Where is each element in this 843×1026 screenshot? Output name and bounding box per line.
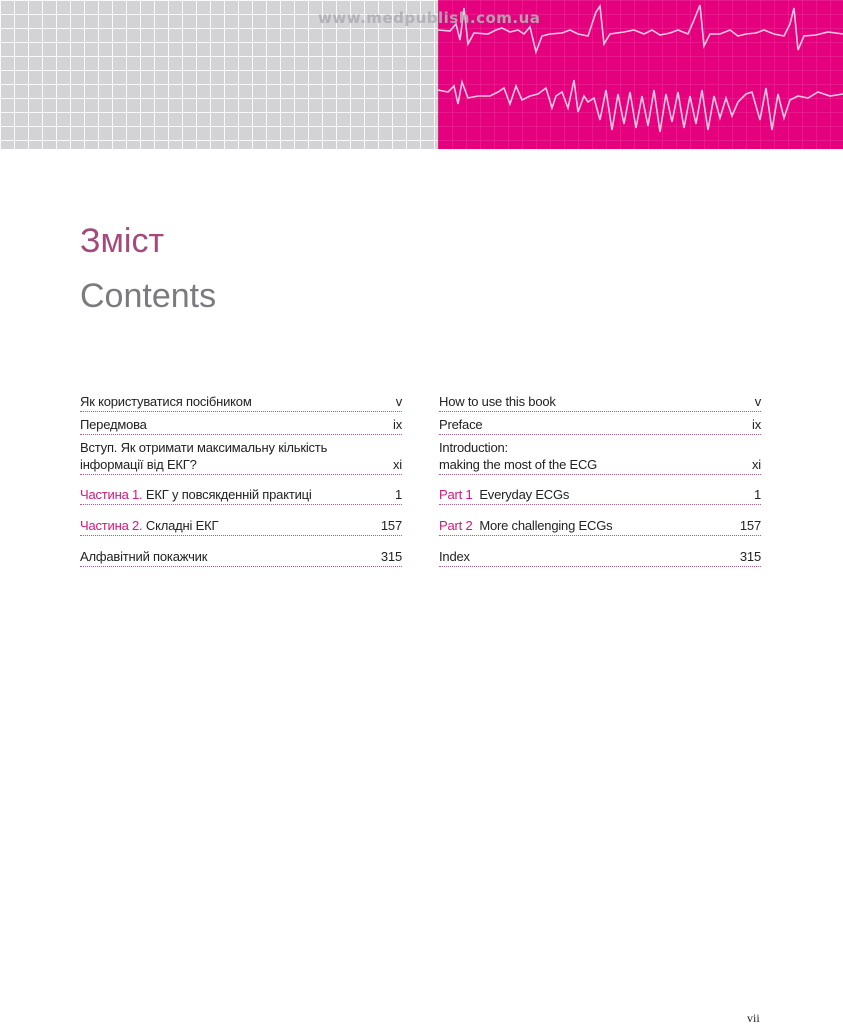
toc-entry-index[interactable] [80,548,402,567]
toc-entry-label [80,439,393,473]
toc-entry[interactable] [439,416,761,435]
page-number: vii [747,1011,760,1025]
toc-entry-label-line2: інформації від ЕКГ? [80,457,197,472]
toc-entry-label: Index [439,549,470,564]
page-title-english: Contents [80,277,217,315]
toc-entry-page: 315 [380,549,402,564]
header-band [0,0,843,149]
part-number: Частина 1. [80,487,143,502]
toc-entry-part-2[interactable] [439,517,761,536]
toc-entry-label: Everyday ECGs [479,487,570,502]
toc-entry-label [439,439,752,473]
toc-entry-page: v [395,394,402,409]
toc-entry-page: v [754,394,761,409]
toc-entry[interactable] [439,439,761,475]
watermark-url: www.medpublish.com.ua [318,9,541,27]
toc-entry-page: ix [393,417,402,432]
part-number: Частина 2. [80,518,143,533]
toc-entry-label: Preface [439,417,483,432]
toc-entry[interactable] [80,439,402,475]
toc-entry-label: Алфавітний покажчик [80,549,208,564]
toc-entry-part-1[interactable] [80,486,402,505]
toc-entry-label-line1: Вступ. Як отримати максимальну кількість [80,440,328,455]
toc-entry-page: xi [752,457,761,472]
toc-entry[interactable] [439,393,761,412]
toc-ukrainian [80,393,402,567]
toc-entry-index[interactable] [439,548,761,567]
toc-entry-page: ix [752,417,761,432]
toc-entry-label: How to use this book [439,394,556,409]
toc-entry-label: Передмова [80,417,147,432]
toc-entry-part-2[interactable] [80,517,402,536]
toc-entry-label: Як користуватися посібником [80,394,252,409]
toc-entry[interactable] [80,393,402,412]
toc-entry-page: xi [393,457,402,472]
toc-entry[interactable] [80,416,402,435]
toc-entry-label-line2: making the most of the ECG [439,457,598,472]
toc-entry-label: ЕКГ у повсякденній практиці [145,487,312,502]
toc-entry-label: More challenging ECGs [479,518,613,533]
toc-entry-page: 157 [739,518,761,533]
toc-entry-label-line1: Introduction: [439,440,508,455]
toc-entry-page: 1 [753,487,761,502]
toc-entry-page: 157 [380,518,402,533]
toc-entry-page: 1 [394,487,402,502]
toc-english [439,393,761,567]
toc-entry-part-1[interactable] [439,486,761,505]
toc-entry-label: Складні ЕКГ [145,518,219,533]
part-number: Part 2 [439,518,473,533]
page-title-ukrainian: Зміст [80,222,165,260]
part-number: Part 1 [439,487,473,502]
toc-entry-page: 315 [739,549,761,564]
